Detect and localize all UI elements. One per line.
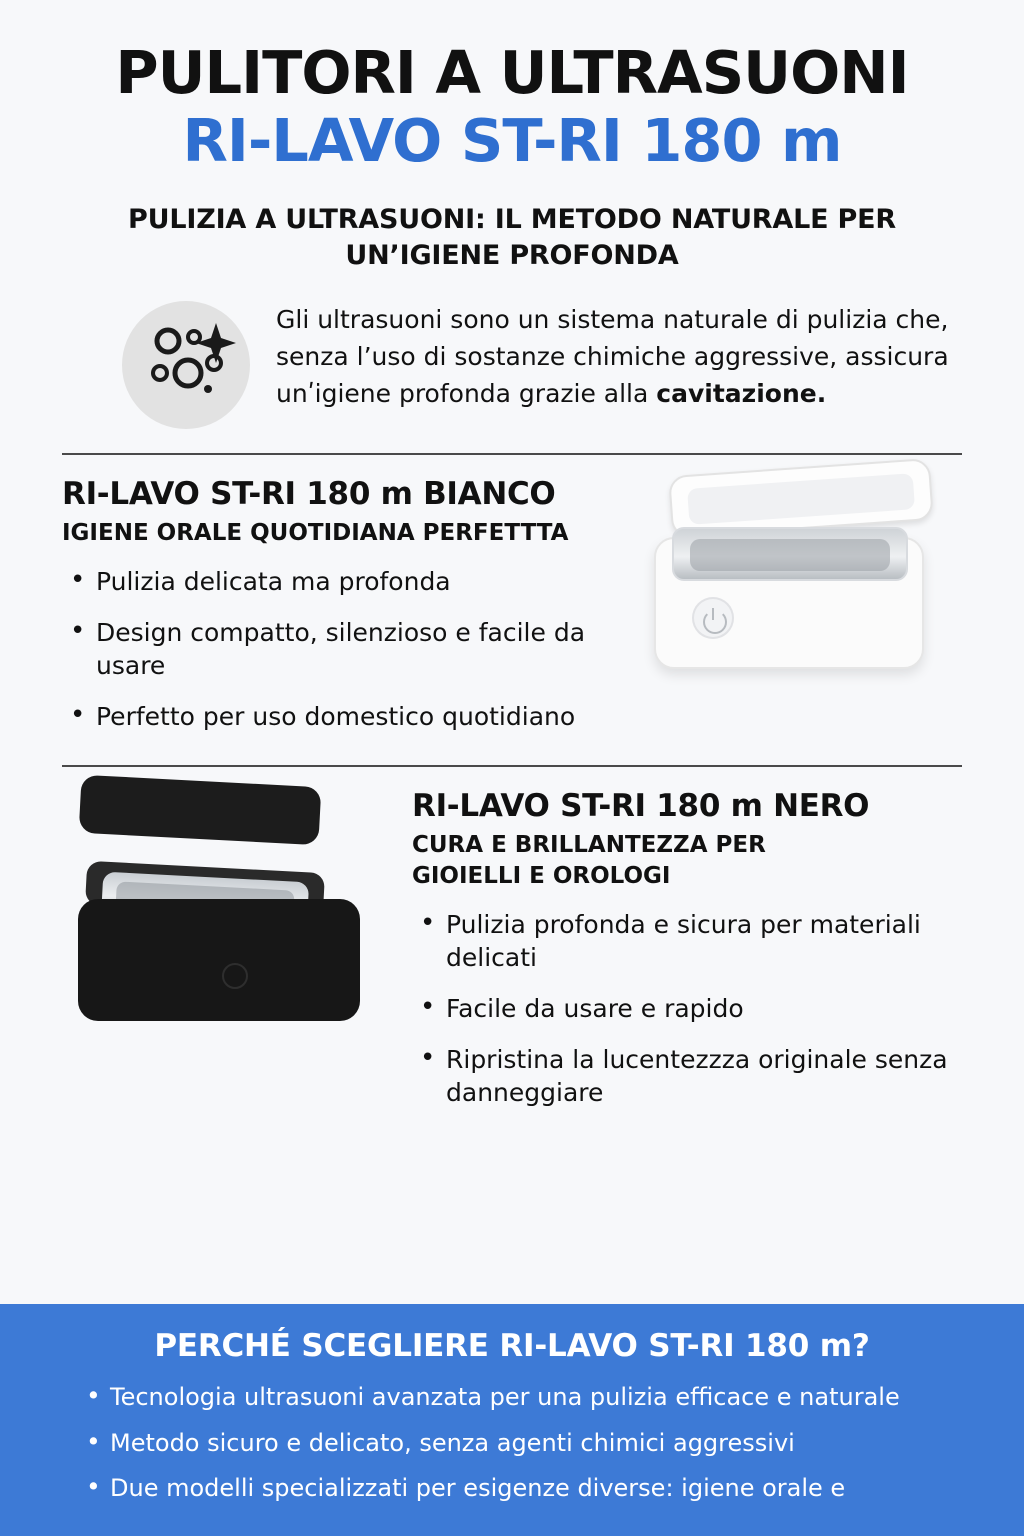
intro-text-highlight: cavitazione.: [656, 378, 827, 408]
product-section-black: [0, 767, 1024, 1127]
product-black-title: RI-LAVO ST-RI 180 m NERO: [412, 788, 870, 825]
list-item: • Tecnologia ultrasuoni avanzata per una pulizia efficace e naturale: [80, 1382, 970, 1413]
page-title-line1: PULITORI A ULTRASUONI: [115, 38, 909, 107]
list-item: • Due modelli specializzati per esigenze diverse: igiene orale e: [80, 1473, 970, 1504]
bubbles-sparkle-icon: [122, 301, 250, 429]
footer-title: PERCHÉ SCEGLIERE RI-LAVO ST-RI 180 m?: [154, 1328, 870, 1365]
footer-section: [0, 1304, 1024, 1536]
page-title-line2: RI-LAVO ST-RI 180 m: [182, 105, 842, 175]
list-item: • Ripristina la lucentezzza originale senza danneggiare: [412, 1043, 962, 1109]
intro-text-main: Gli ultrasuoni sono un sistema naturale di pulizia che, senza l’uso di sostanze chimiche aggressive, assicura unʹigiene profonda grazie alla: [276, 304, 949, 408]
list-item: • Perfetto per uso domestico quotidiano: [62, 700, 622, 733]
intro-body: [62, 297, 962, 429]
footer-bullets: [54, 1382, 970, 1504]
product-black-subtitle-line2: GIOIELLI E OROLOGI: [412, 862, 671, 889]
product-black-bullets: [412, 908, 962, 1109]
product-white-subtitle: IGIENE ORALE QUOTIDIANA PERFETTTA: [62, 519, 569, 546]
intro-heading: PULIZIA A ULTRASUONI: IL METODO NATURALE PER UN’IGIENE PROFONDA: [128, 204, 896, 272]
list-item: • Pulizia delicata ma profonda: [62, 565, 622, 598]
intro-section: [0, 174, 1024, 429]
list-item: • Facile da usare e rapido: [412, 992, 962, 1025]
product-section-white: [0, 455, 1024, 751]
black-ultrasonic-cleaner-image: [72, 781, 382, 1041]
header: [0, 0, 1024, 174]
product-white-bullets: [62, 565, 622, 733]
white-ultrasonic-cleaner-image: [632, 467, 942, 727]
list-item: • Metodo sicuro e delicato, senza agenti chimici aggressivi: [80, 1428, 970, 1459]
product-black-subtitle-line1: CURA E BRILLANTEZZA PER: [412, 831, 766, 858]
list-item: • Design compatto, silenzioso e facile da usare: [62, 616, 622, 682]
product-white-title: RI-LAVO ST-RI 180 m BIANCO: [62, 475, 556, 512]
list-item: • Pulizia profonda e sicura per materiali delicati: [412, 908, 962, 974]
intro-text: [276, 297, 962, 412]
power-button-icon: [692, 597, 734, 639]
